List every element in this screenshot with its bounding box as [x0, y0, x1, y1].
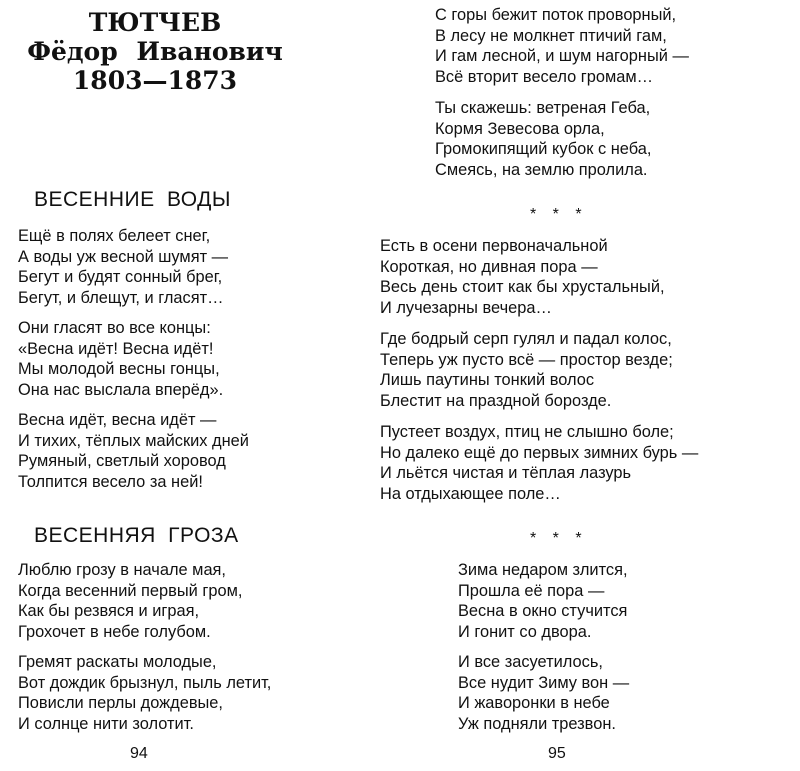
stanza	[18, 652, 271, 734]
stanza	[18, 226, 228, 308]
verse-line: Громокипящий кубок с неба,	[435, 140, 652, 158]
verse-line: Они гласят во все концы:	[18, 319, 211, 337]
verse-line: Теперь уж пусто всё — простор везде;	[380, 350, 673, 369]
stanza	[18, 318, 223, 400]
verse-line: Прошла её пора —	[458, 581, 605, 600]
verse-line: Повисли перлы дождевые,	[18, 694, 223, 712]
verse-line: Мы молодой весны гонцы,	[18, 360, 220, 378]
verse-line: Короткая, но дивная пора —	[380, 257, 598, 276]
verse-line: Но далеко ещё до первых зимних бурь —	[380, 443, 699, 462]
verse-line: Лишь паутины тонкий волос	[380, 371, 595, 389]
verse-line: Румяный, светлый хоровод	[18, 452, 226, 470]
verse-line: Весна идёт, весна идёт —	[18, 411, 217, 429]
verse-line: Как бы резвяся и играя,	[18, 602, 200, 620]
verse-line: Весь день стоит как бы хрустальный,	[380, 278, 665, 296]
author-years: 1803—1873	[72, 66, 238, 95]
verse-line: С горы бежит поток проворный,	[435, 6, 677, 24]
asterism: * * *	[530, 206, 588, 223]
verse-line: И льётся чистая и тёплая лазурь	[380, 464, 632, 482]
verse-line: И гонит со двора.	[458, 622, 592, 641]
verse-line: Вот дождик брызнул, пыль летит,	[18, 673, 272, 692]
verse-line: И лучезарны вечера…	[380, 298, 552, 317]
verse-line: И все засуетилось,	[458, 653, 603, 671]
poem-title: ВЕСЕННЯЯ ГРОЗА	[34, 524, 239, 547]
stanza	[18, 560, 242, 642]
verse-line: И жаворонки в небе	[458, 694, 610, 712]
verse-line: И солнце нити золотит.	[18, 714, 194, 733]
page-number: 94	[130, 745, 148, 762]
verse-line: «Весна идёт! Весна идёт!	[18, 339, 214, 358]
verse-line: Весна в окно стучится	[458, 602, 628, 620]
verse-line: Она нас выслала вперёд».	[18, 380, 224, 399]
verse-line: Всё вторит весело громам…	[435, 67, 653, 86]
verse-line: Грохочет в небе голубом.	[18, 622, 211, 641]
stanza	[380, 329, 673, 411]
verse-line: Кормя Зевесова орла,	[435, 119, 605, 138]
verse-line: И гам лесной, и шум нагорный —	[435, 47, 689, 65]
verse-line: Где бодрый серп гулял и падал колос,	[380, 330, 672, 348]
page-number: 95	[548, 745, 566, 762]
verse-line: Ещё в полях белеет снег,	[18, 227, 211, 245]
verse-line: Бегут и будят сонный брег,	[18, 268, 223, 286]
verse-line: Гремят раскаты молодые,	[18, 653, 217, 671]
verse-line: Толпится весело за ней!	[18, 472, 203, 491]
stanza	[435, 5, 689, 87]
verse-line: А воды уж весной шумят —	[18, 247, 229, 266]
verse-line: Уж подняли трезвон.	[458, 714, 616, 733]
poem-title: ВЕСЕННИЕ ВОДЫ	[34, 188, 231, 211]
stanza	[18, 410, 249, 492]
verse-line: Когда весенний первый гром,	[18, 581, 243, 600]
verse-line: И тихих, тёплых майских дней	[18, 431, 249, 450]
verse-line: Блестит на праздной борозде.	[380, 391, 612, 410]
stanza	[435, 98, 651, 180]
verse-line: Все нудит Зиму вон —	[458, 673, 630, 692]
asterism: * * *	[530, 530, 588, 547]
stanza	[458, 560, 628, 642]
author-name: Фёдор Иванович	[27, 37, 283, 66]
verse-line: Пустеет воздух, птиц не слышно боле;	[380, 423, 674, 441]
verse-line: Люблю грозу в начале мая,	[18, 561, 226, 579]
verse-line: На отдыхающее поле…	[380, 484, 561, 503]
verse-line: Бегут, и блещут, и гласят…	[18, 288, 224, 307]
stanza	[380, 422, 698, 504]
author-surname: ТЮТЧЕВ	[88, 8, 222, 37]
verse-line: Есть в осени первоначальной	[380, 237, 608, 255]
verse-line: В лесу не молкнет птичий гам,	[435, 26, 667, 45]
verse-line: Зима недаром злится,	[458, 561, 628, 579]
verse-line: Смеясь, на землю пролила.	[435, 160, 648, 179]
verse-line: Ты скажешь: ветреная Геба,	[435, 99, 651, 117]
stanza	[458, 652, 629, 734]
stanza	[380, 236, 665, 318]
